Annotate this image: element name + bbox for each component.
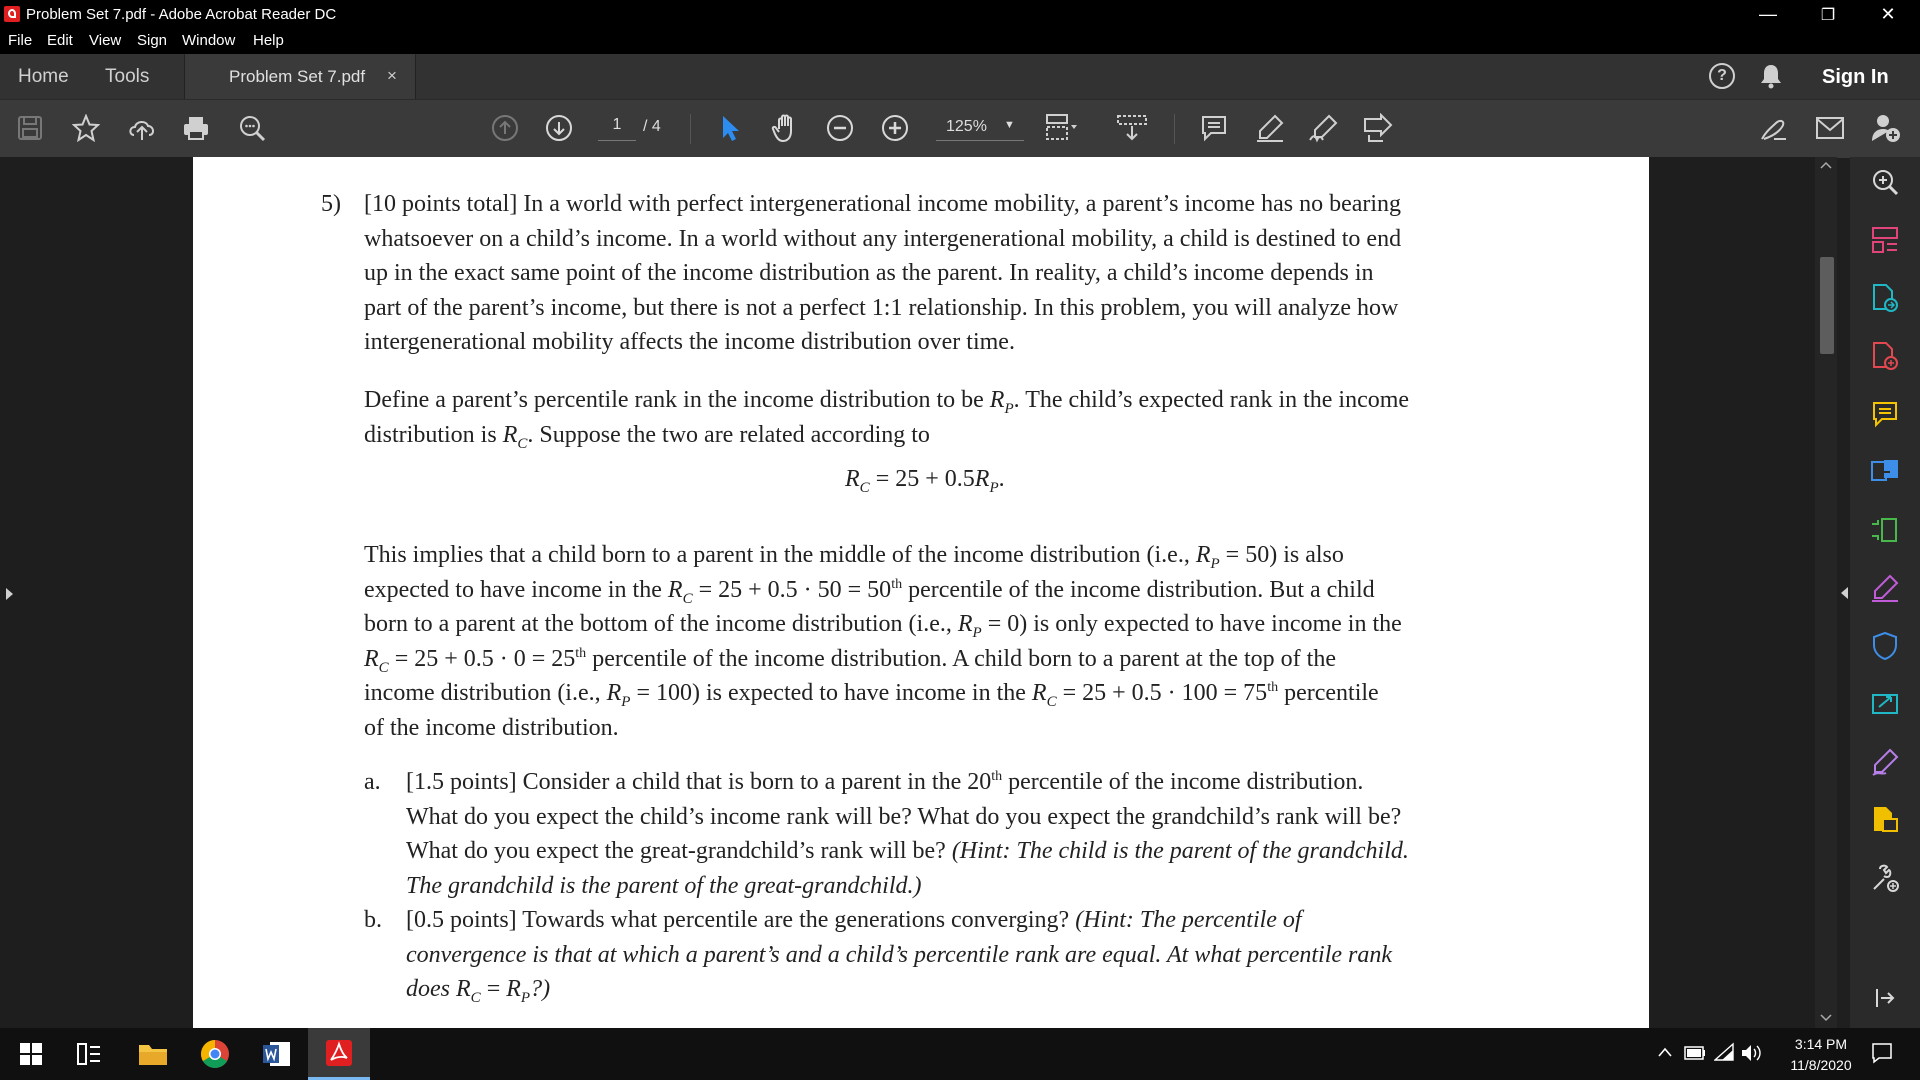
zoom-level-dropdown[interactable]	[936, 116, 1024, 141]
word-icon[interactable]	[246, 1028, 308, 1080]
clock-time: 3:14 PM	[1794, 1036, 1848, 1052]
clock-date: 11/8/2020	[1790, 1057, 1852, 1073]
part-b	[406, 903, 1606, 1007]
window-title: Problem Set 7.pdf - Adobe Acrobat Reader DC	[26, 6, 337, 23]
comment-tool-icon[interactable]	[1870, 399, 1900, 429]
acrobat-taskbar-icon[interactable]	[308, 1028, 370, 1080]
text-line: income distribution (i.e., $R_P = 100$) is expected to have income in the $R_C = 25 + 0.5 \cdot 100 = 75th$ percentile	[364, 680, 1379, 710]
system-clock[interactable]	[1766, 1034, 1876, 1076]
pdf-page	[193, 157, 1649, 1030]
document-tab-label: Problem Set 7.pdf	[229, 67, 366, 86]
scroll-mode-icon[interactable]	[1114, 110, 1150, 146]
bookmark-star-icon[interactable]	[68, 110, 104, 146]
text-line: whatsoever on a child’s income. In a world without any intergenerational mobility, a child is destined to end	[364, 225, 1402, 252]
system-tray-chevron-icon[interactable]	[1658, 1047, 1672, 1057]
edit-signature-icon[interactable]	[1870, 747, 1900, 777]
text-line: $R_C = 25 + 0.5 \cdot 0 = 25th$ percentile of the income distribution. A child born to a parent at the top of the	[364, 645, 1336, 676]
scroll-down-icon[interactable]	[1820, 1014, 1832, 1022]
text-line: distribution is $R_C$. Suppose the two are related according to	[364, 421, 930, 452]
fill-sign-icon[interactable]	[1306, 110, 1342, 146]
question-number: 5)	[321, 191, 341, 217]
file-explorer-icon[interactable]	[122, 1028, 184, 1080]
share-arrow-icon[interactable]	[1360, 110, 1396, 146]
tab-bar	[0, 54, 1920, 99]
text-line: expected to have income in the $R_C = 25 + 0.5 \cdot 50 = 50th$ percentile of the income distribution. But a child	[364, 576, 1375, 607]
text-line: convergence is that at which a parent’s and a child’s percentile rank are equal. At what percentile rank	[406, 941, 1393, 968]
close-window-button[interactable]: ✕	[1880, 4, 1896, 24]
scrollbar-thumb[interactable]	[1820, 257, 1834, 354]
windows-taskbar	[0, 1028, 1920, 1080]
highlight-pen-icon[interactable]	[1252, 110, 1288, 146]
zoom-in-button[interactable]	[877, 110, 913, 146]
part-a-marker: a.	[364, 769, 381, 795]
add-user-icon[interactable]	[1868, 110, 1904, 146]
text-line: born to a parent at the bottom of the income distribution (i.e., $R_P = 0$) is only expected to have income in the	[364, 611, 1402, 641]
close-tab-icon[interactable]: ×	[387, 66, 397, 85]
tab-tools[interactable]: Tools	[105, 66, 150, 87]
next-page-button[interactable]	[541, 110, 577, 146]
select-cursor-icon[interactable]	[712, 110, 748, 146]
vertical-scrollbar[interactable]	[1815, 157, 1837, 1028]
page-count: / 4	[643, 118, 661, 135]
restore-button[interactable]: ❐	[1820, 6, 1836, 24]
create-pdf-icon[interactable]	[1870, 341, 1900, 371]
send-for-signature-icon[interactable]	[1870, 689, 1900, 719]
page-number-input[interactable]: 1	[598, 116, 636, 141]
part-b-marker: b.	[364, 907, 382, 933]
toolbar-separator	[1174, 114, 1175, 144]
collapse-panel-icon[interactable]	[1870, 983, 1900, 1013]
sign-in-link[interactable]: Sign In	[1822, 66, 1889, 88]
print-icon[interactable]	[178, 110, 214, 146]
wifi-icon[interactable]	[1714, 1042, 1736, 1062]
fill-sign-tool-icon[interactable]	[1870, 573, 1900, 603]
save-icon[interactable]	[12, 110, 48, 146]
equation: $R_C = 25 + 0.5R_P$.	[845, 466, 1005, 496]
zoom-level-value: 125%	[946, 118, 987, 135]
text-line: up in the exact same point of the income distribution as the parent. In reality, a child’s income depends in	[364, 260, 1374, 286]
menu-file[interactable]: File	[8, 32, 33, 49]
battery-icon[interactable]	[1684, 1046, 1706, 1060]
text-line: What do you expect the great-grandchild’s rank will be? (Hint: The child is the parent of the grandchild.	[406, 838, 1409, 864]
hand-tool-icon[interactable]	[768, 110, 804, 146]
notification-bell-icon[interactable]	[1760, 63, 1782, 89]
text-line: What do you expect the child’s income rank will be? What do you expect the grandchild’s rank will be?	[406, 803, 1402, 830]
left-navigation-panel	[0, 157, 18, 1028]
question-5-intro	[364, 187, 1544, 360]
more-tools-icon[interactable]	[1870, 863, 1900, 893]
text-line: Define a parent’s percentile rank in the income distribution to be $R_P$. The child’s expected rank in the income	[364, 387, 1410, 417]
volume-icon[interactable]	[1740, 1043, 1762, 1063]
implication-paragraph	[364, 538, 1584, 745]
title-bar	[0, 0, 1920, 29]
toolbar	[0, 99, 1920, 158]
zoom-search-icon[interactable]	[1870, 167, 1900, 197]
collapse-tools-panel-icon[interactable]	[1840, 586, 1849, 600]
minimize-button[interactable]: —	[1759, 4, 1777, 24]
text-line: [10 points total] In a world with perfect intergenerational income mobility, a parent’s income has no bearing	[364, 191, 1402, 217]
text-line: part of the parent’s income, but there is not a perfect 1:1 relationship. In this problem, you will analyze how	[364, 294, 1399, 321]
sign-link-icon[interactable]	[1756, 110, 1792, 146]
page-layout-icon[interactable]	[1044, 110, 1080, 146]
menu-window[interactable]: Window	[182, 32, 236, 49]
right-tools-panel	[1850, 157, 1920, 1028]
part-a	[406, 765, 1606, 903]
chrome-icon[interactable]	[184, 1028, 246, 1080]
export-pdf-icon[interactable]	[1870, 283, 1900, 313]
acrobat-app-icon	[4, 6, 20, 22]
menu-sign[interactable]: Sign	[137, 32, 168, 49]
previous-page-button[interactable]	[487, 110, 523, 146]
text-line: [1.5 points] Consider a child that is born to a parent in the 20th percentile of the income distribution.	[406, 769, 1364, 795]
menu-edit[interactable]: Edit	[47, 32, 73, 49]
menu-view[interactable]: View	[89, 32, 122, 49]
text-line: of the income distribution.	[364, 714, 619, 741]
definition-paragraph	[364, 383, 1564, 452]
tab-document[interactable]	[184, 54, 416, 99]
email-icon[interactable]	[1812, 110, 1848, 146]
text-line: does $R_C$ = $R_P$?)	[406, 976, 551, 1006]
text-line: The grandchild is the parent of the great-grandchild.)	[406, 872, 922, 899]
text-line: This implies that a child born to a parent in the middle of the income distribution (i.e., $R_P = 50$) is also	[364, 542, 1344, 572]
compress-pdf-icon[interactable]	[1870, 515, 1900, 545]
scroll-up-icon[interactable]	[1820, 161, 1832, 169]
help-icon[interactable]: ?	[1709, 63, 1735, 89]
menu-bar	[0, 29, 1920, 54]
combine-files-icon[interactable]	[1870, 457, 1900, 487]
zoom-out-button[interactable]	[822, 110, 858, 146]
expand-panel-icon[interactable]	[5, 587, 14, 601]
protect-shield-icon[interactable]	[1870, 631, 1900, 661]
tab-home[interactable]: Home	[18, 66, 69, 87]
toolbar-separator	[690, 114, 691, 144]
windows-start-icon[interactable]	[0, 1028, 62, 1080]
organize-pages-icon[interactable]	[1870, 225, 1900, 255]
text-line: intergenerational mobility affects the income distribution over time.	[364, 329, 1015, 355]
chevron-down-icon: ▼	[1004, 119, 1015, 131]
search-text-icon[interactable]	[234, 110, 270, 146]
export-file-icon[interactable]	[1870, 805, 1900, 835]
upload-cloud-icon[interactable]	[124, 110, 160, 146]
action-center-icon[interactable]	[1871, 1042, 1893, 1064]
text-line: [0.5 points] Towards what percentile are the generations converging? (Hint: The percentile of	[406, 907, 1302, 933]
comment-icon[interactable]	[1196, 110, 1232, 146]
task-view-icon[interactable]	[58, 1028, 120, 1080]
menu-help[interactable]: Help	[253, 32, 284, 49]
